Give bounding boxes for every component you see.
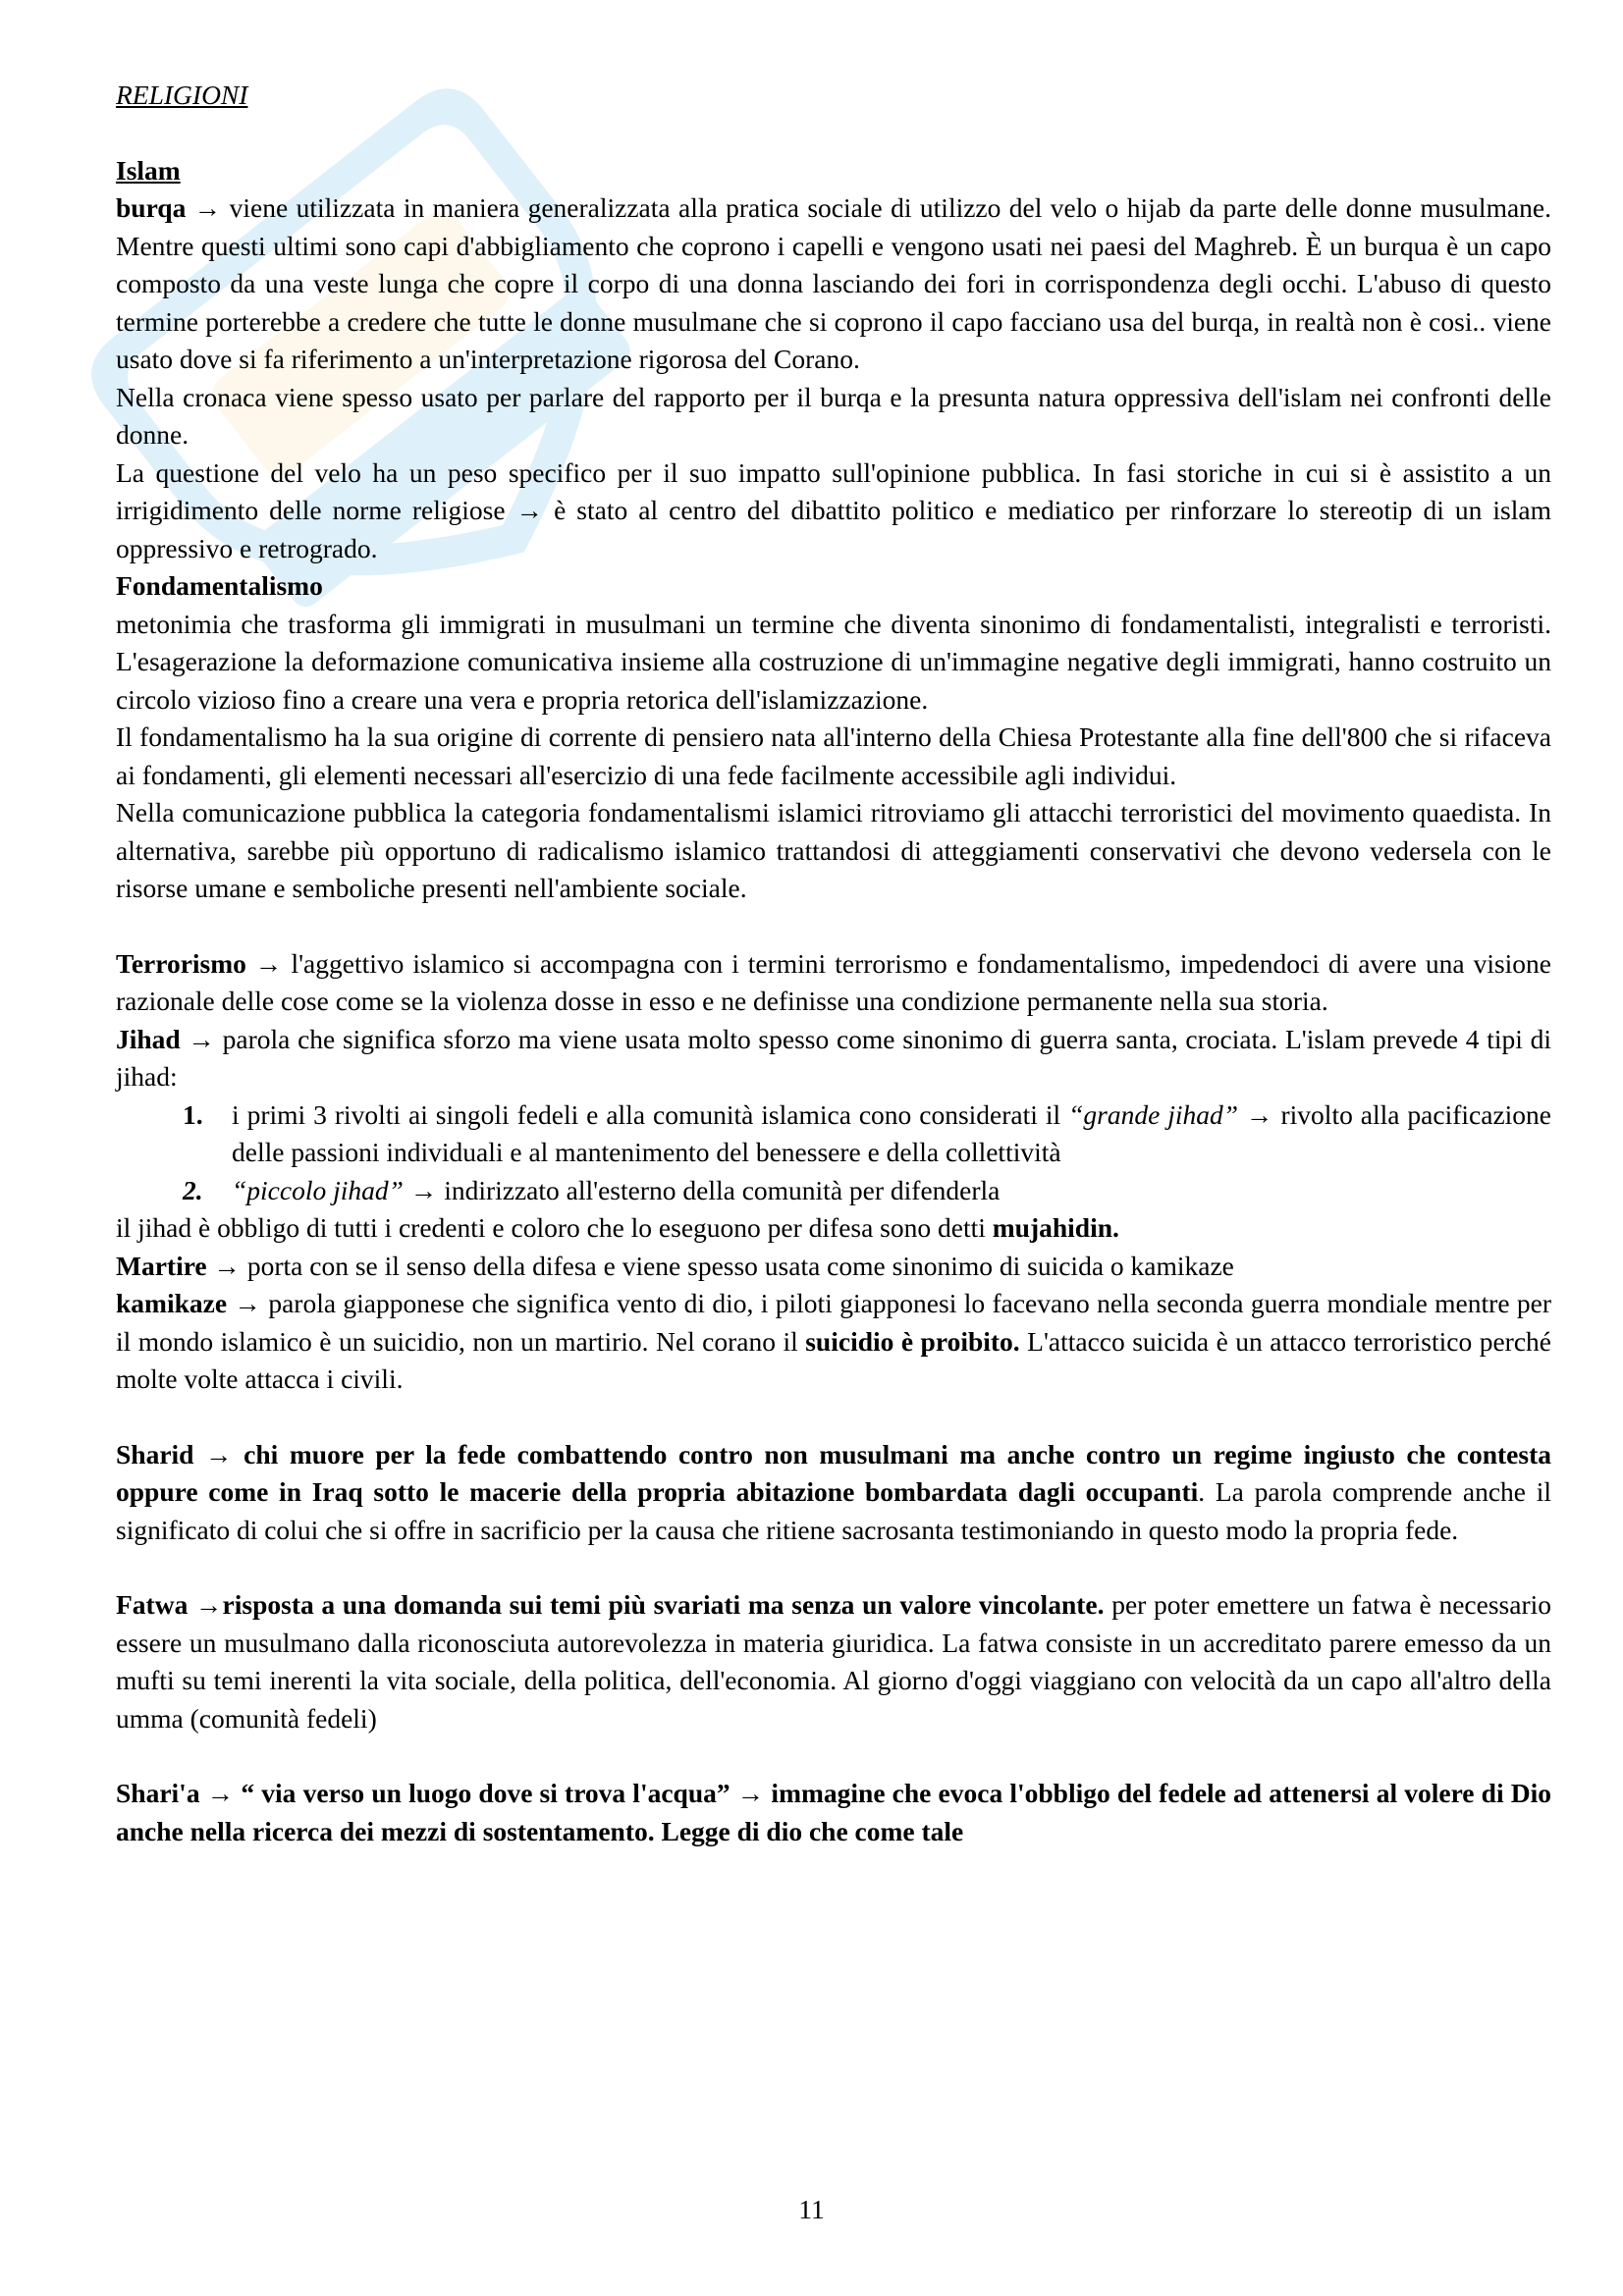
martire-paragraph xyxy=(116,1248,1551,1286)
list-item-emphasis: “piccolo jihad” xyxy=(232,1174,404,1205)
kamikaze-text: parola giapponese che significa vento di dio, i piloti giapponesi lo facevano nella seconda guerra mondiale mentre per il mondo islamico è un suicidio, non un martirio. Nel corano il xyxy=(116,1288,1552,1357)
fondamentalismo-title: Fondamentalismo xyxy=(116,570,323,601)
fondamentalismo-paragraph-1: metonimia che trasforma gli immigrati in musulmani un termine che diventa sinonimo di fondamentalisti, integralisti e terroristi. L'esagerazione la deformazione comunicativa insieme alla costruzione di un'immagine negative degli immigrati, hanno costruito un circolo vizioso fino a creare una vera e propria retorica dell'islamizzazione. xyxy=(116,608,1551,715)
jihad-list xyxy=(116,1096,1551,1210)
list-number: 1. xyxy=(183,1098,203,1130)
fatwa-bold: Fatwa →risposta a una domanda sui temi più svariati ma senza un valore vincolante. xyxy=(116,1589,1105,1620)
kamikaze-paragraph xyxy=(116,1285,1551,1399)
jihad-term: Jihad xyxy=(116,1023,181,1054)
arrow: → xyxy=(186,192,230,223)
sharid-text: . La parola comprende anche il significato di colui che si offre in sacrificio per la causa che ritiene sacrosanta testimoniando in questo modo la propria fede. xyxy=(116,1476,1551,1545)
fondamentalismo-paragraph-2: Il fondamentalismo ha la sua origine di corrente di pensiero nata all'interno della Chiesa Protestante alla fine dell'800 che si rifaceva ai fondamenti, gli elementi necessari all'esercizio di una fede facilmente accessibile agli individui. xyxy=(116,721,1551,790)
list-number: 2. xyxy=(183,1174,203,1205)
section-title: RELIGIONI xyxy=(116,80,248,110)
sharid-paragraph xyxy=(116,1436,1551,1550)
kamikaze-term: kamikaze xyxy=(116,1288,228,1318)
kamikaze-bold: suicidio è proibito. xyxy=(805,1325,1020,1357)
islam-title: Islam xyxy=(116,154,181,186)
jihad-paragraph xyxy=(116,1021,1551,1096)
sharia-paragraph xyxy=(116,1775,1551,1850)
jihad-after-paragraph xyxy=(116,1209,1551,1248)
arrow: → xyxy=(227,1288,269,1318)
list-item-text: → indirizzato all'esterno della comunità per difenderla xyxy=(403,1174,1001,1205)
arrow: → xyxy=(245,947,292,979)
list-item xyxy=(116,1096,1551,1172)
burqa-text: viene utilizzata in maniera generalizzata alla pratica sociale di utilizzo del velo o hijab da parte delle donne musulmane. Mentre questi ultimi sono capi d'abbigliamento che coprono i capelli e vengono usati nei paesi del Maghreb. È un burqua è un capo composto da una veste lunga che copre il corpo di una donna lasciando dei fori in corrispondenza degli occhi. L'abuso di questo termine porterebbe a credere che tutte le donne musulmane che si coprono il capo facciano usa del burqa, in realtà non è cosi.. viene usato dove si fa riferimento a un'interpretazione rigorosa del Corano. xyxy=(116,192,1551,374)
sharia-bold: Shari'a → “ via verso un luogo dove si trova l'acqua” → immagine che evoca l'obbligo del fedele ad attenersi al volere di Dio anche nella ricerca dei mezzi di sostentamento. Legge di dio che come tale xyxy=(116,1778,1551,1846)
burqa-paragraph xyxy=(116,189,1551,379)
islam-paragraph-2: Nella cronaca viene spesso usato per parlare del rapporto per il burqa e la presunta natura oppressiva dell'islam nei confronti delle donne. xyxy=(116,381,1551,450)
terrorismo-term: Terrorismo xyxy=(116,947,246,979)
fondamentalismo-paragraph-3: Nella comunicazione pubblica la categoria fondamentalismi islamici ritroviamo gli attacchi terroristici del movimento quaedista. In alternativa, sarebbe più opportuno di radicalismo islamico trattandosi di atteggiamenti conservativi che devono vedersela con le risorse umane e semboliche presenti nell'ambiente sociale. xyxy=(116,797,1551,903)
burqa-term: burqa xyxy=(116,192,187,223)
mujahidin-term: mujahidin. xyxy=(992,1212,1119,1243)
terrorismo-text: l'aggettivo islamico si accompagna con i termini terrorismo e fondamentalismo, impedendoci di avere una visione razionale delle cose come se la violenza dosse in esso e ne definisse una condizione permanente nella sua storia. xyxy=(116,947,1552,1016)
jihad-after-text: il jihad è obbligo di tutti i credenti e coloro che lo eseguono per difesa sono detti xyxy=(116,1212,993,1243)
kamikaze-tail: L'attacco suicida è un attacco terroristico perché molte volte attacca i civili. xyxy=(116,1325,1551,1394)
list-item-emphasis: “grande jihad” xyxy=(1068,1098,1239,1130)
jihad-text: parola che significa sforzo ma viene usata molto spesso come sinonimo di guerra santa, crociata. L'islam prevede 4 tipi di jihad: xyxy=(116,1023,1551,1092)
martire-text: porta con se il senso della difesa e viene spesso usata come sinonimo di suicida o kamikaze xyxy=(246,1250,1234,1281)
page-number: 11 xyxy=(798,2194,825,2224)
sharid-bold: Sharid → chi muore per la fede combattendo contro non musulmani ma anche contro un regime ingiusto che contesta oppure come in Iraq sotto le macerie della propria abitazione bombardata dagli occupanti xyxy=(116,1438,1551,1507)
list-item-text: → rivolto alla pacificazione delle passioni individuali e al mantenimento del benessere e della collettività xyxy=(232,1098,1551,1167)
terrorismo-paragraph xyxy=(116,945,1551,1021)
martire-term: Martire xyxy=(116,1250,207,1281)
islam-paragraph-3: La questione del velo ha un peso specifico per il suo impatto sull'opinione pubblica. In fasi storiche in cui si è assistito a un irrigidimento delle norme religiose → è stato al centro del dibattito politico e mediatico per rinforzare lo stereotip di un islam oppressivo e retrogrado. xyxy=(116,456,1551,563)
fatwa-text: per poter emettere un fatwa è necessario essere un musulmano dalla riconosciuta autorevolezza in materia giuridica. La fatwa consiste in un accreditato parere emesso da un mufti su temi inerenti la vita sociale, della politica, dell'economia. Al giorno d'oggi viaggiano con velocità da un capo all'altro della umma (comunità fedeli) xyxy=(116,1589,1551,1734)
arrow: → xyxy=(180,1023,223,1054)
list-item-text: i primi 3 rivolti ai singoli fedeli e alla comunità islamica cono considerati il xyxy=(232,1098,1069,1130)
arrow: → xyxy=(206,1250,247,1281)
list-item xyxy=(116,1172,1551,1210)
page-content xyxy=(116,77,1551,1850)
fatwa-paragraph xyxy=(116,1586,1551,1737)
